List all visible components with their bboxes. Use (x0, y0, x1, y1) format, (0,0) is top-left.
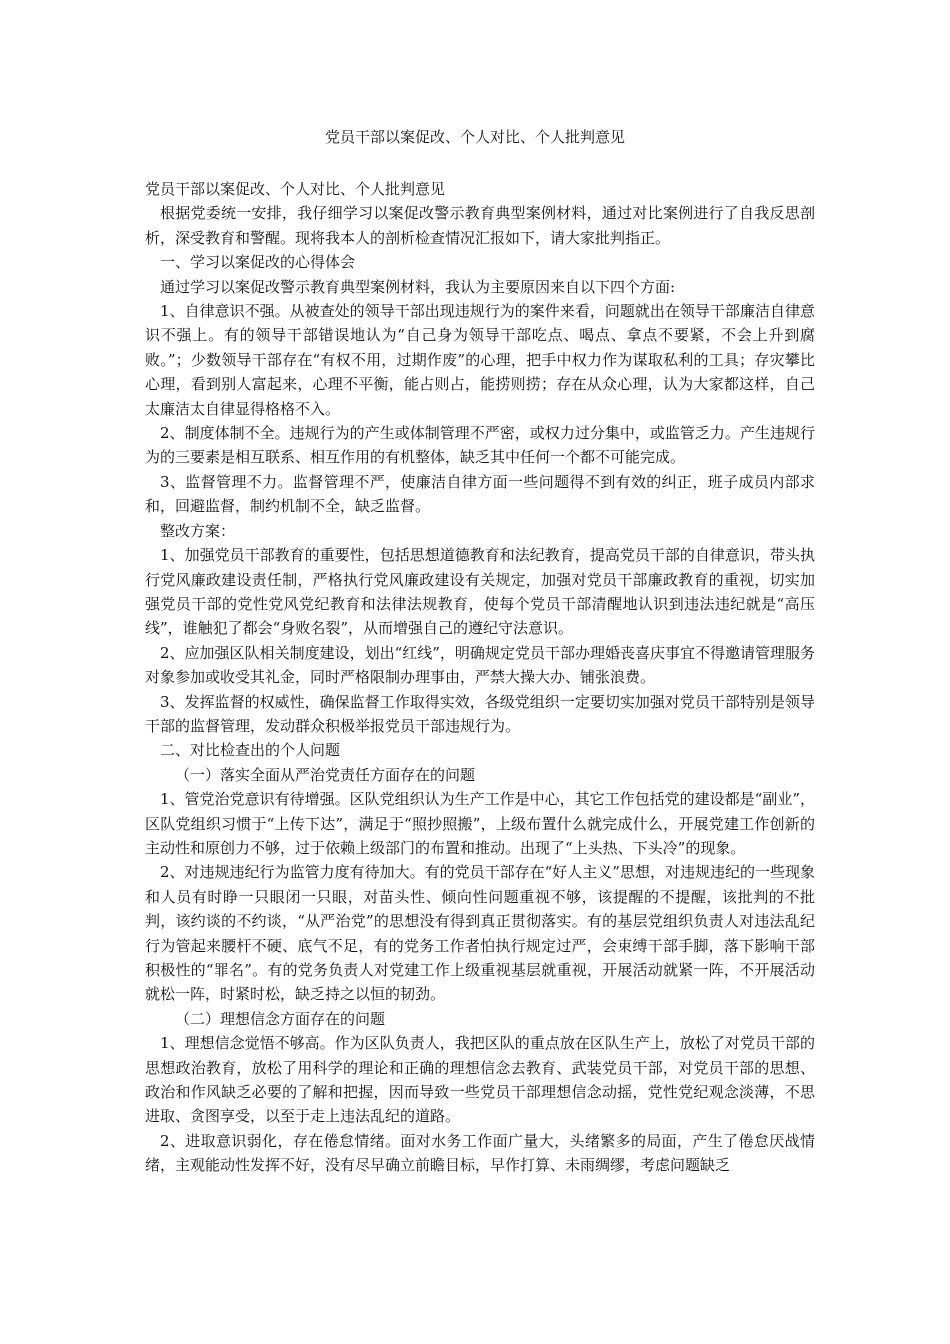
section-heading-2: 二、对比检查出的个人问题 (160, 741, 341, 760)
document-body (145, 177, 815, 1178)
subsection-heading: （一）落实全面从严治党责任方面存在的问题 (175, 765, 476, 784)
paragraph: 2、应加强区队相关制度建设，划出“红线”，明确规定党员干部办理婚丧喜庆事宜不得邀请管理服务对象参加或收受其礼金，同时严格限制办理事由，严禁大操大办、铺张浪费。 (145, 643, 815, 687)
paragraph: 1、加强党员干部教育的重要性，包括思想道德教育和法纪教育，提高党员干部的自律意识，带头执行党风廉政建设责任制，严格执行党风廉政建设有关规定，加强对党员干部廉政教育的重视，切实加强党员干部的党性党风党纪教育和法律法规教育，使每个党员干部清醒地认识到违法违纪就是“高压线”，谁触犯了都会“身败名裂”，从而增强自己的遵纪守法意识。 (145, 546, 815, 638)
paragraph: 1、自律意识不强。从被查处的领导干部出现违规行为的案件来看，问题就出在领导干部廉洁自律意识不强上。有的领导干部错误地认为“自己身为领导干部吃点、喝点、拿点不要紧，不会上升到腐败。”；少数领导干部存在“有权不用，过期作废”的心理，把手中权力作为谋取私利的工具；存灾攀比心理，看到别人富起来，心理不平衡，能占则占，能捞则捞；存在从众心理，认为大家都这样，自己太廉洁太自律显得格格不入。 (145, 302, 815, 418)
subsection-heading: （二）理想信念方面存在的问题 (175, 1009, 386, 1028)
document-title: 党员干部以案促改、个人对比、个人批判意见 (324, 128, 625, 146)
paragraph-heading-repeat: 党员干部以案促改、个人对比、个人批判意见 (145, 180, 446, 198)
paragraph: 2、对违规违纪行为监管力度有待加大。有的党员干部存在“好人主义”思想，对违规违纪的一些现象和人员有时睁一只眼闭一只眼，对苗头性、倾向性问题重视不够，该提醒的不提醒，该批判的不批判，该约谈的不约谈，“从严治党”的思想没有得到真正贯彻落实。有的基层党组织负责人对违法乱纪行为管起来腰杆不硬、底气不足，有的党务工作者怕执行规定过严，会束缚干部手脚，落下影响干部积极性的“罪名”。有的党务负责人对党建工作上级重视基层就重视，开展活动就紧一阵，不开展活动就松一阵，时紧时松，缺乏持之以恒的韧劲。 (145, 863, 815, 1004)
paragraph: 3、发挥监督的权威性，确保监督工作取得实效，各级党组织一定要切实加强对党员干部特别是领导干部的监督管理，发动群众积极举报党员干部违规行为。 (145, 692, 815, 735)
section-heading-1: 一、学习以案促改的心得体会 (160, 253, 356, 272)
paragraph: 3、监督管理不力。监督管理不严，使廉洁自律方面一些问题得不到有效的纠正，班子成员内部求和，回避监督，制约机制不全，缺乏监督。 (145, 472, 815, 516)
paragraph: 2、制度体制不全。违规行为的产生或体制管理不严密，或权力过分集中，或监管乏力。产生违规行为的三要素是相互联系、相互作用的有机整体，缺乏其中任何一个都不可能完成。 (145, 424, 815, 467)
paragraph: 通过学习以案促改警示教育典型案例材料，我认为主要原因来自以下四个方面: (160, 277, 676, 296)
paragraph: 1、管党治党意识有待增强。区队党组织认为生产工作是中心，其它工作包括党的建设都是“副业”，区队党组织习惯于“上传下达”，满足于“照抄照搬”，上级布置什么就完成什么，开展党建工作创新的主动性和原创力不够，过于依赖上级部门的布置和推动。出现了“上头热、下头冷”的现象。 (145, 790, 815, 857)
subheading-rectification: 整改方案： (160, 521, 236, 540)
paragraph: 1、理想信念觉悟不够高。作为区队负责人，我把区队的重点放在区队生产上，放松了对党员干部的思想政治教育，放松了用科学的理论和正确的理想信念去教育、武装党员干部，对党员干部的思想、政治和作风缺乏必要的了解和把握，因而导致一些党员干部理想信念动摇，党性党纪观念淡薄，不思进取、贪图享受，以至于走上违法乱纪的道路。 (145, 1034, 815, 1126)
paragraph-intro: 根据党委统一安排，我仔细学习以案促改警示教育典型案例材料，通过对比案例进行了自我反思剖析，深受教育和警醒。现将我本人的剖析检查情况汇报如下，请大家批判指正。 (145, 204, 815, 247)
paragraph: 2、进取意识弱化，存在倦怠情绪。面对水务工作面广量大，头绪繁多的局面，产生了倦怠厌战情绪，主观能动性发挥不好，没有尽早确立前瞻目标，早作打算、未雨绸缪，考虑问题缺乏 (145, 1131, 815, 1175)
